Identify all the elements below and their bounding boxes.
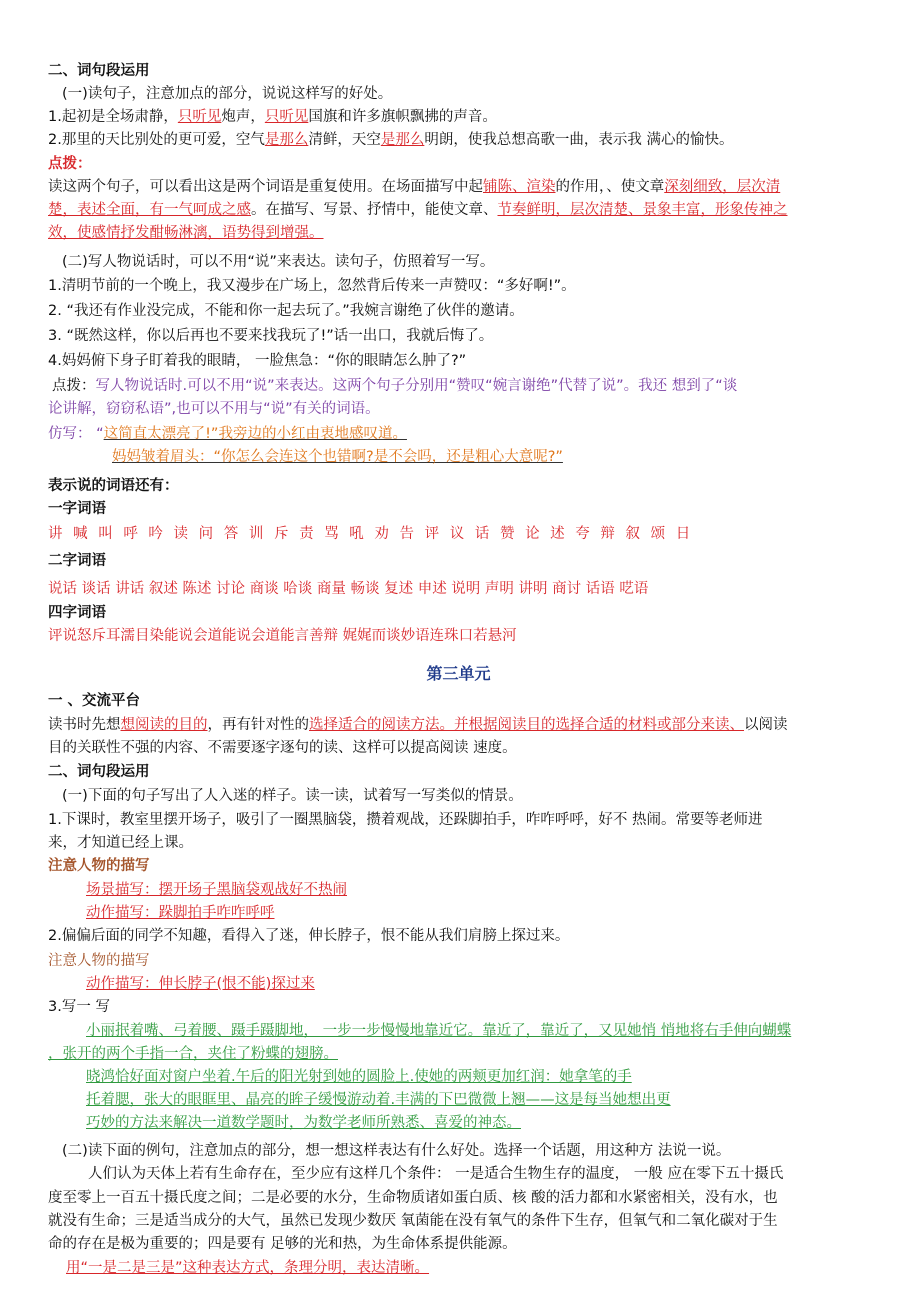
write-label: 3.写一 写 [48, 999, 110, 1015]
passage-line-4: 命的存在是极为重要的；四是要有 足够的光和热，为生命体系提供能源。 [48, 1236, 517, 1252]
sample-writing-line-5: 巧妙的方法来解决一道数学题时，为数学老师所熟悉、喜爱的神态。 [86, 1115, 521, 1131]
unit3-example-line-1: 1.下课时，教室里摆开场子，吸引了一圈黑脑袋，攒着观战，还跺脚拍手，咋咋呼呼，好不 热闹。常要等老师进 [48, 812, 763, 828]
passage-line-1: 人们认为天体上若有生命存在，至少应有这样几个条件： 一是适合生物生存的温度， 一般 应在零下五十摄氏 [88, 1166, 784, 1182]
sample-writing-line-4: 托着腮，张大的眼眶里、晶亮的眸子缓慢游动着.丰满的下巴微微上翘——这是每当她想出更 [86, 1092, 671, 1108]
note-heading-1: 注意人物的描写 [48, 858, 150, 874]
unit3-section-heading: 二、词句段运用 [48, 764, 150, 780]
question-1: (一)读句子，注意加点的部分，说说这样写的好处。 [62, 86, 393, 102]
hint-paragraph-line-1: 读这两个句子，可以看出这是两个词语是重复使用。在场面描写中起铺陈、渲染的作用，、使文章深刻细致，层次清 [48, 179, 781, 195]
example-4: 4.妈妈俯下身子盯着我的眼睛， 一脸焦急：“你的眼睛怎么肿了?” [48, 353, 467, 369]
four-char-words: 评说怒斥耳濡目染能说会道能说会道能言善辩 娓娓而谈妙语连珠口若悬河 [48, 628, 517, 644]
example-2: 2. “我还有作业没完成，不能和你一起去玩了。”我婉言谢绝了伙伴的邀请。 [48, 303, 524, 319]
unit-title: 第三单元 [426, 664, 491, 683]
say-words-heading: 表示说的词语还有： [48, 478, 179, 494]
two-char-words: 说话 谈话 讲话 叙述 陈述 讨论 商谈 哈谈 商量 畅谈 复述 申述 说明 声明 讲明 商讨 话语 呓语 [48, 581, 649, 597]
scene-description: 场景描写：摆开场子黑脑袋观战好不热闹 [86, 882, 347, 898]
sentence-2: 2.那里的天比别处的更可爱，空气是那么清鲜，天空是那么明朗，使我总想高歌一曲，表示我 满心的愉快。 [48, 132, 734, 148]
unit3-question-2: (二)读下面的例句，注意加点的部分，想一想这样表达有什么好处。选择一个话题，用这种方 法说一说。 [62, 1143, 731, 1159]
example-1: 1.清明节前的一个晚上，我又漫步在广场上，忽然背后传来一声赞叹：“多好啊!”。 [48, 278, 576, 294]
one-char-heading: 一字词语 [48, 501, 106, 517]
sample-writing-line-3: 晓鸿恰好面对窗户坐着.午后的阳光射到她的圆脸上.使她的两颊更加红润：她拿笔的手 [86, 1069, 632, 1085]
unit3-question-1: (一)下面的句子写出了人入迷的样子。读一读，试着写一写类似的情景。 [62, 788, 523, 804]
passage-line-2: 度至零上一百五十摄氏度之间；二是必要的水分，生命物质诸如蛋白质、核 酸的活力都和水紧密相关，没有水，也 [48, 1190, 778, 1206]
four-char-heading: 四字词语 [48, 605, 106, 621]
one-char-words: 讲 喊 叫 呼 吟 读 问 答 训 斥 责 骂 吼 劝 告 评 议 话 赞 论 述 夸 辩 叙 颂 日 [48, 526, 694, 542]
hint-label: 点拨： [48, 156, 92, 172]
exchange-heading: 一 、交流平台 [48, 693, 141, 709]
unit3-example-line-2: 来，才知道已经上课。 [48, 835, 193, 851]
hint-2-line-1: 点拨：写人物说话时.可以不用“说”来表达。这两个句子分别用“赞叹“婉言谢绝”代替了说”。我还 想到了“谈 [52, 378, 738, 394]
exchange-line-1: 读书时先想想阅读的目的，再有针对性的选择适合的阅读方法。并根据阅读目的选择合适的材料或部分来读、以阅读 [48, 717, 788, 733]
action-description-2: 动作描写：伸长脖子(恨不能)探过来 [86, 976, 315, 992]
hint-paragraph-line-3: 效，使感情抒发酣畅淋漓，语势得到增强。 [48, 225, 324, 241]
hint-paragraph-line-2: 楚，表述全面，有一气呵成之感。在描写、写景、抒情中，能使文章、节奏鲜明，层次清楚、景象丰富，形象传神之 [48, 202, 788, 218]
action-description-1: 动作描写：跺脚拍手咋咋呼呼 [86, 905, 275, 921]
section-heading: 二、词句段运用 [48, 63, 150, 79]
conclusion-line: 用“一是二是三是”这种表达方式，条理分明，表达清晰。 [66, 1260, 430, 1276]
exchange-line-2: 目的关联性不强的内容、不需要逐字逐句的读、这样可以提高阅读 速度。 [48, 740, 517, 756]
sample-writing-line-1: 小丽抿着嘴、弓着腰、蹑手蹑脚地， 一步一步慢慢地靠近它。靠近了，靠近了，又见她悄 悄地将右手伸向蝴蝶 [86, 1023, 792, 1039]
example-3: 3. “既然这样，你以后再也不要来找我玩了!”话一出口，我就后悔了。 [48, 328, 494, 344]
note-heading-2: 注意人物的描写 [48, 953, 150, 969]
two-char-heading: 二字词语 [48, 553, 106, 569]
sample-writing-line-2: ，张开的两个手指一合，夹住了粉蝶的翅膀。 [48, 1046, 338, 1062]
passage-line-3: 就没有生命；三是适当成分的大气，虽然已发现少数厌 氧菌能在没有氧气的条件下生存，但氧气和二氧化碳对于生 [48, 1213, 778, 1229]
imitation-line-2: 妈妈皱着眉头：“你怎么会连这个也错啊?是不会吗，还是粗心大意呢?” [112, 449, 563, 465]
question-2: (二)写人物说话时，可以不用“说”来表达。读句子，仿照着写一写。 [62, 254, 495, 270]
unit3-example-line-3: 2.偏偏后面的同学不知趣，看得入了迷，伸长脖子，恨不能从我们肩膀上探过来。 [48, 928, 570, 944]
hint-2-line-2: 论讲解，窃窃私语”,也可以不用与“说”有关的词语。 [48, 401, 380, 417]
imitation-line-1: 仿写： “这简直太漂亮了!”我旁边的小红由衷地感叹道。 [48, 426, 407, 442]
sentence-1: 1.起初是全场肃静，只听见炮声，只听见国旗和许多旗帜飘拂的声音。 [48, 109, 497, 125]
